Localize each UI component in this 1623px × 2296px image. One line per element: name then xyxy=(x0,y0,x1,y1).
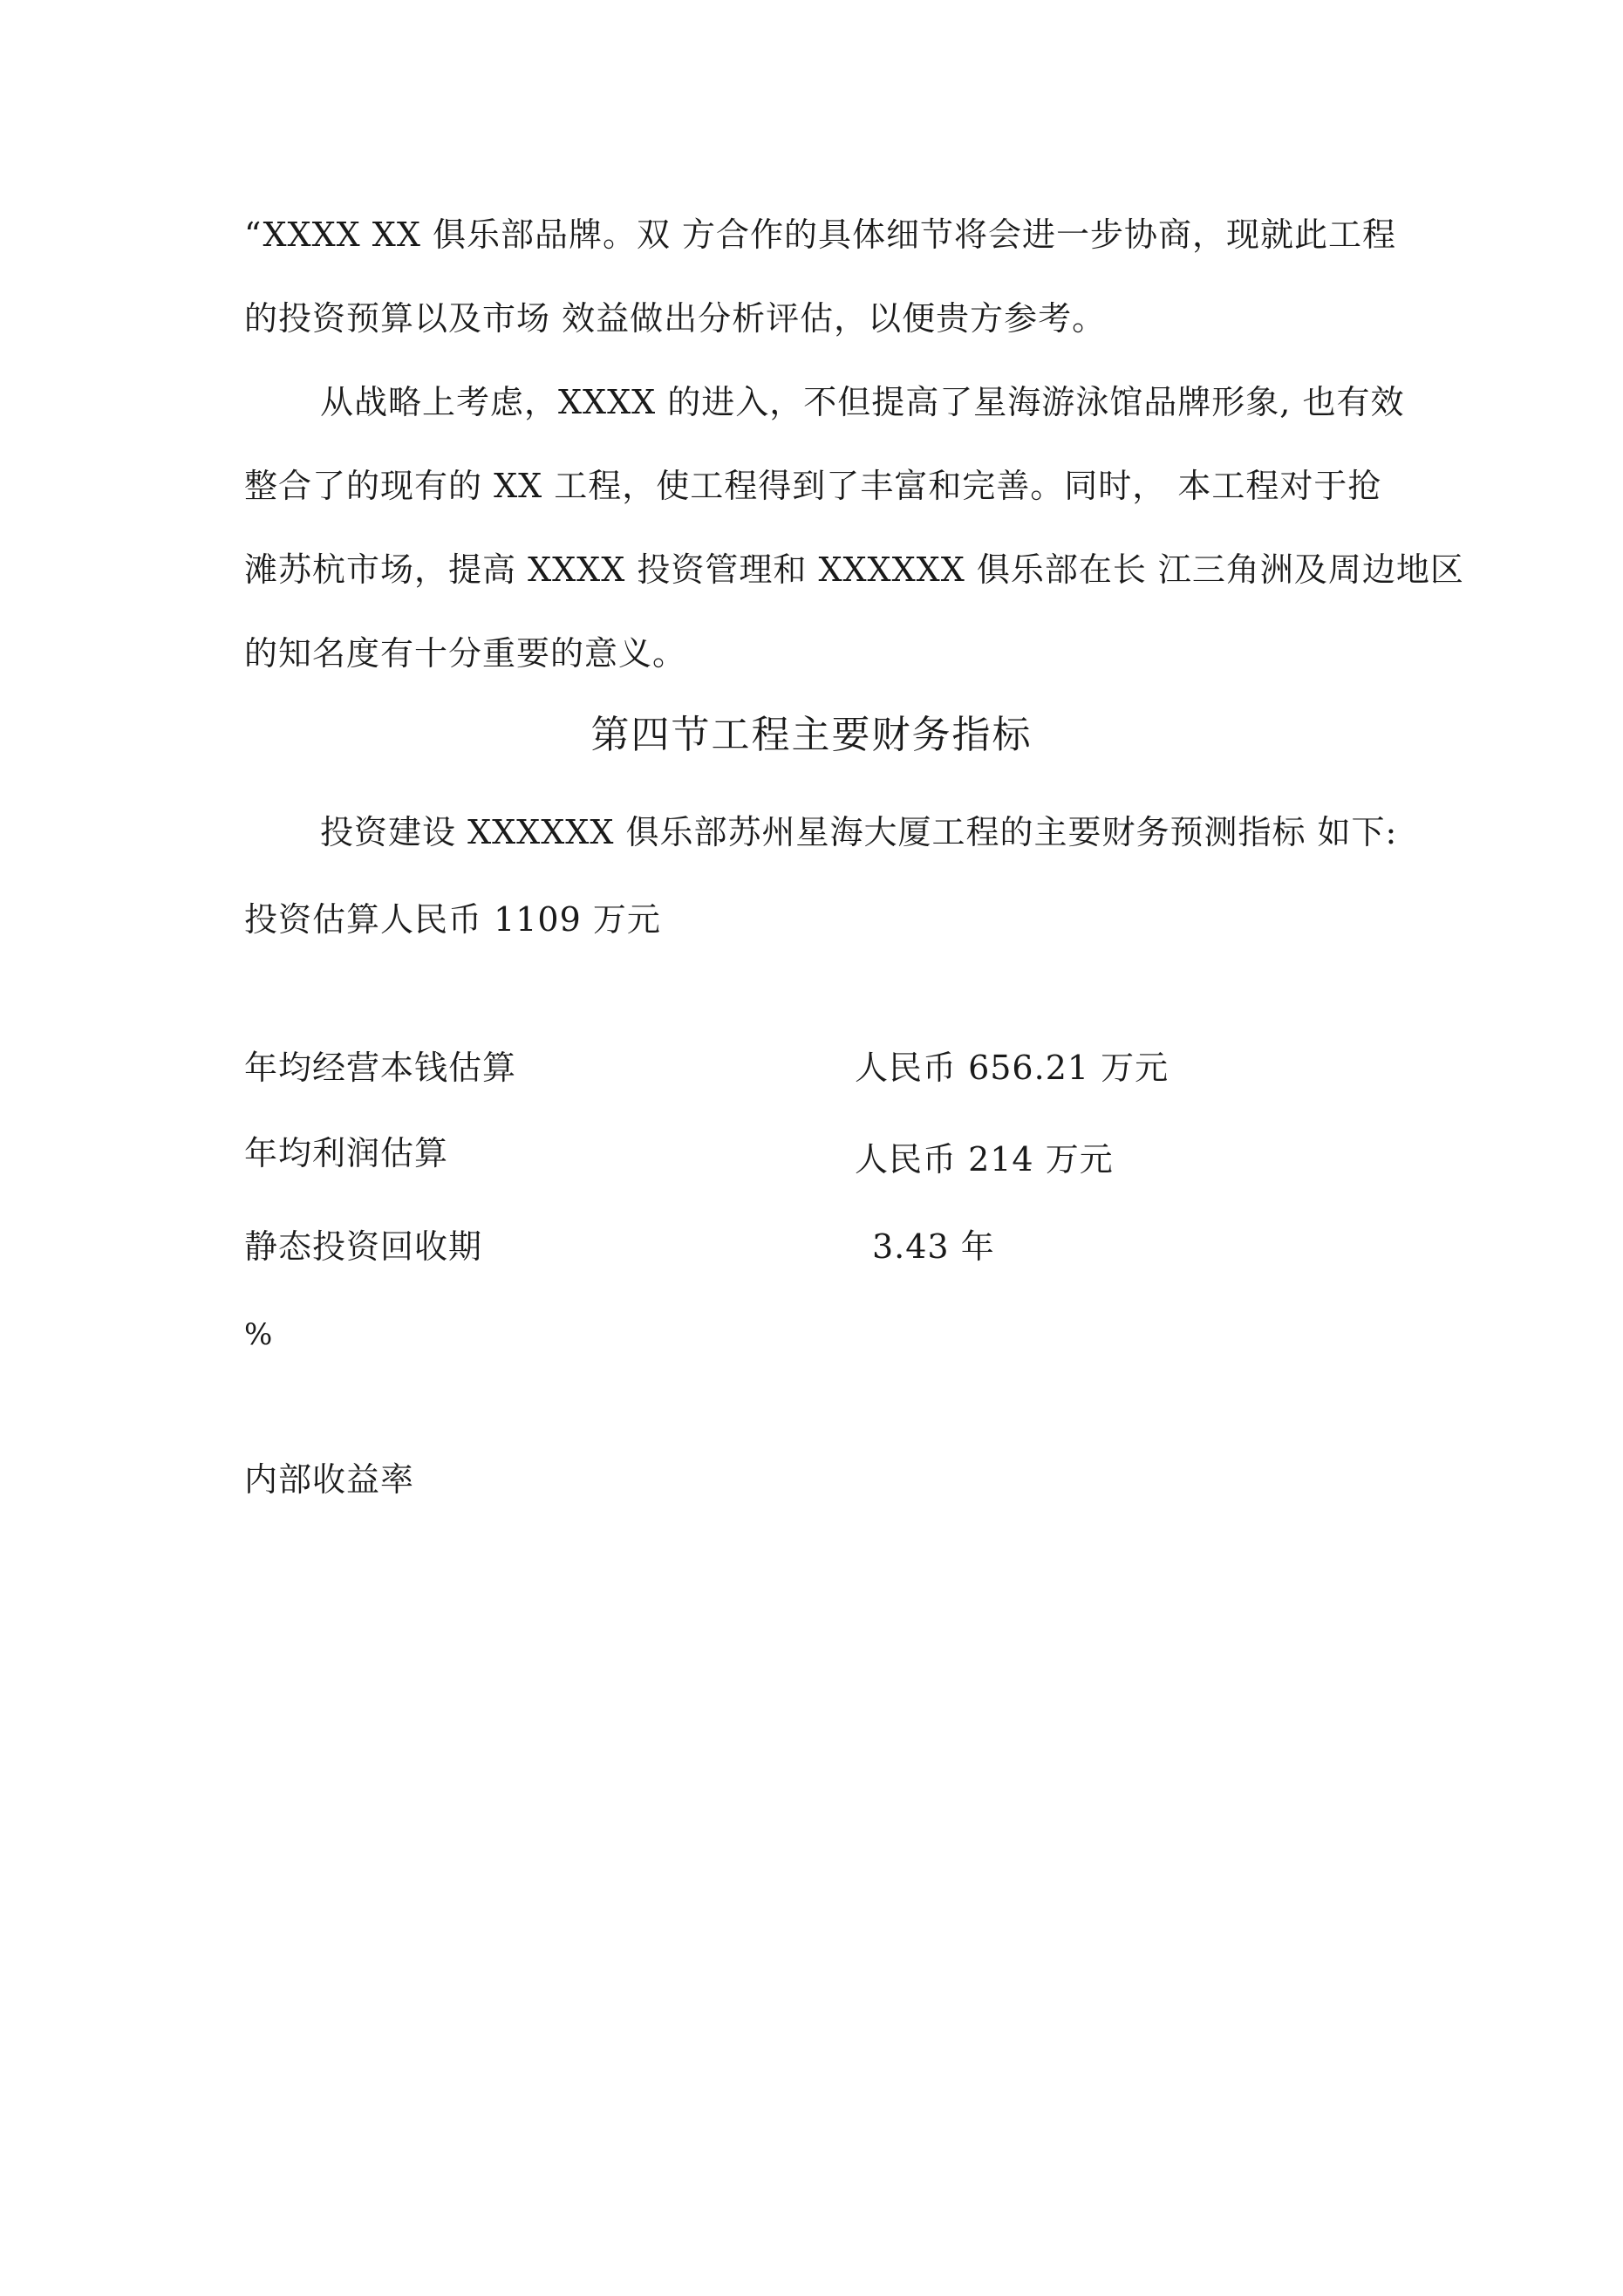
section-heading: 第四节工程主要财务指标 xyxy=(590,713,1033,757)
indicator-label-payback-period: 静态投资回收期 xyxy=(244,1227,483,1266)
indicator-value-payback-period: 3.43 年 xyxy=(872,1227,995,1266)
indicator-label-operating-cost: 年均经营本钱估算 xyxy=(244,1049,517,1087)
indicator-value-annual-profit: 人民币 214 万元 xyxy=(855,1140,1114,1179)
percent-mark: % xyxy=(244,1317,273,1352)
paragraph-2-line-4: 的知名度有十分重要的意义。 xyxy=(244,634,687,673)
indicator-label-annual-profit: 年均利润估算 xyxy=(244,1134,449,1172)
indicator-value-operating-cost: 人民币 656.21 万元 xyxy=(855,1049,1170,1087)
intro-line-2: 投资估算人民币 1109 万元 xyxy=(244,900,661,939)
irr-label: 内部收益率 xyxy=(244,1460,415,1499)
paragraph-2-line-2: 整合了的现有的 XX 工程，使工程得到了丰富和完善。同时， 本工程对于抢 xyxy=(244,467,1382,505)
intro-line-1: 投资建设 XXXXXX 俱乐部苏州星海大厦工程的主要财务预测指标 如下: xyxy=(320,813,1398,851)
paragraph-1-line-1: “XXXX XX 俱乐部品牌。双 方合作的具体细节将会进一步协商，现就此工程 xyxy=(244,215,1397,254)
paragraph-2-line-1: 从战略上考虑，XXXX 的进入，不但提高了星海游泳馆品牌形象, 也有效 xyxy=(320,383,1405,421)
paragraph-2-line-3: 滩苏杭市场，提高 XXXX 投资管理和 XXXXXX 俱乐部在长 江三角洲及周边地区 xyxy=(244,550,1464,589)
paragraph-1-line-2: 的投资预算以及市场 效益做出分析评估，以便贵方参考。 xyxy=(244,299,1107,338)
